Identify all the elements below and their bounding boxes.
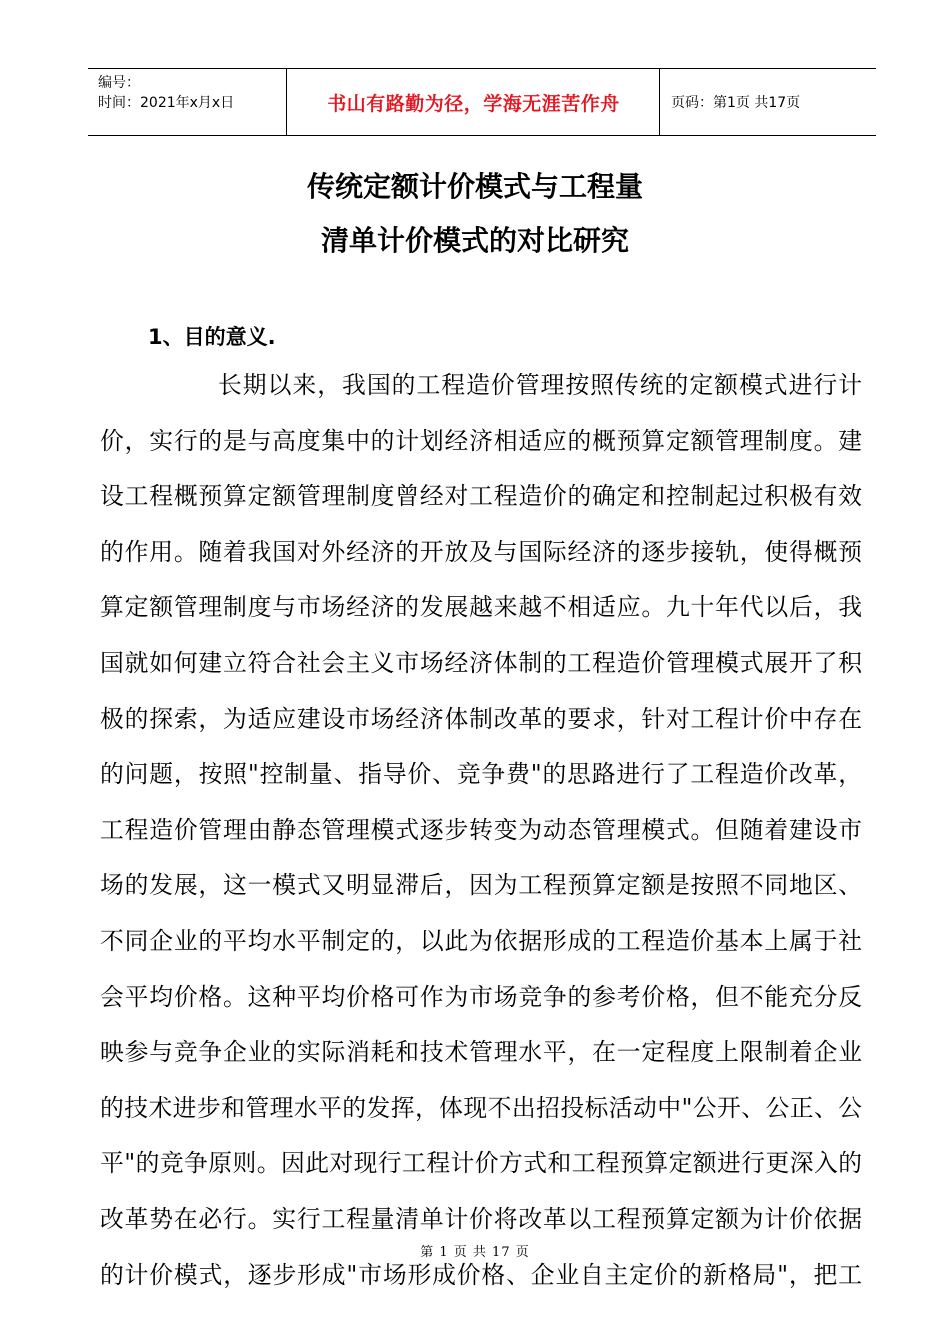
- paragraph-line: 场的发展，这一模式又明显滞后，因为工程预算定额是按照不同地区、: [100, 871, 862, 900]
- paragraph-line: 国就如何建立符合社会主义市场经济体制的工程造价管理模式展开了积: [100, 649, 862, 677]
- document-title-line2: 清单计价模式的对比研究: [320, 224, 629, 257]
- header-time-label: 时间：2021年x月x日: [98, 95, 235, 111]
- paragraph-line: 改革势在必行。实行工程量清单计价将改革以工程预算定额为计价依据: [100, 1205, 862, 1233]
- header-number-label: 编号：: [98, 75, 140, 91]
- paragraph-line: 的技术进步和管理水平的发挥，体现不出招投标活动中"公开、公正、公: [100, 1093, 862, 1122]
- paragraph-line: 算定额管理制度与市场经济的发展越来越不相适应。九十年代以后，我: [100, 593, 862, 622]
- paragraph-line: 平"的竞争原则。因此对现行工程计价方式和工程预算定额进行更深入的: [100, 1149, 862, 1178]
- paragraph-line: 工程造价管理由静态管理模式逐步转变为动态管理模式。但随着建设市: [100, 815, 862, 844]
- paragraph-line: 的计价模式，逐步形成"市场形成价格、企业自主定价的新格局"，把工: [100, 1260, 862, 1289]
- header-motto: 书山有路勤为径，学海无涯苦作舟: [288, 69, 660, 135]
- paragraph-line: 长期以来，我国的工程造价管理按照传统的定额模式进行计: [218, 371, 862, 399]
- page-header: [88, 68, 876, 136]
- paragraph-line: 映参与竞争企业的实际消耗和技术管理水平，在一定程度上限制着企业: [100, 1038, 862, 1067]
- paragraph-line: 的作用。随着我国对外经济的开放及与国际经济的逐步接轨，使得概预: [100, 537, 862, 566]
- header-meta: [88, 69, 287, 135]
- paragraph-line: 设工程概预算定额管理制度曾经对工程造价的确定和控制起过积极有效: [100, 482, 862, 511]
- section-heading: 1、目的意义.: [148, 325, 276, 349]
- page-footer: 第 1 页 共 17 页: [420, 1245, 530, 1260]
- paragraph-line: 不同企业的平均水平制定的，以此为依据形成的工程造价基本上属于社: [100, 927, 862, 955]
- paragraph-line: 价，实行的是与高度集中的计划经济相适应的概预算定额管理制度。建: [100, 426, 862, 455]
- document-title-line1: 传统定额计价模式与工程量: [306, 170, 643, 203]
- paragraph-line: 的问题，按照"控制量、指导价、竞争费"的思路进行了工程造价改革，: [100, 760, 862, 789]
- paragraph-line: 极的探索，为适应建设市场经济体制改革的要求，针对工程计价中存在: [100, 704, 862, 733]
- paragraph-line: 会平均价格。这种平均价格可作为市场竞争的参考价格，但不能充分反: [100, 982, 862, 1011]
- header-page-info: 页码：第1页 共17页: [671, 95, 801, 111]
